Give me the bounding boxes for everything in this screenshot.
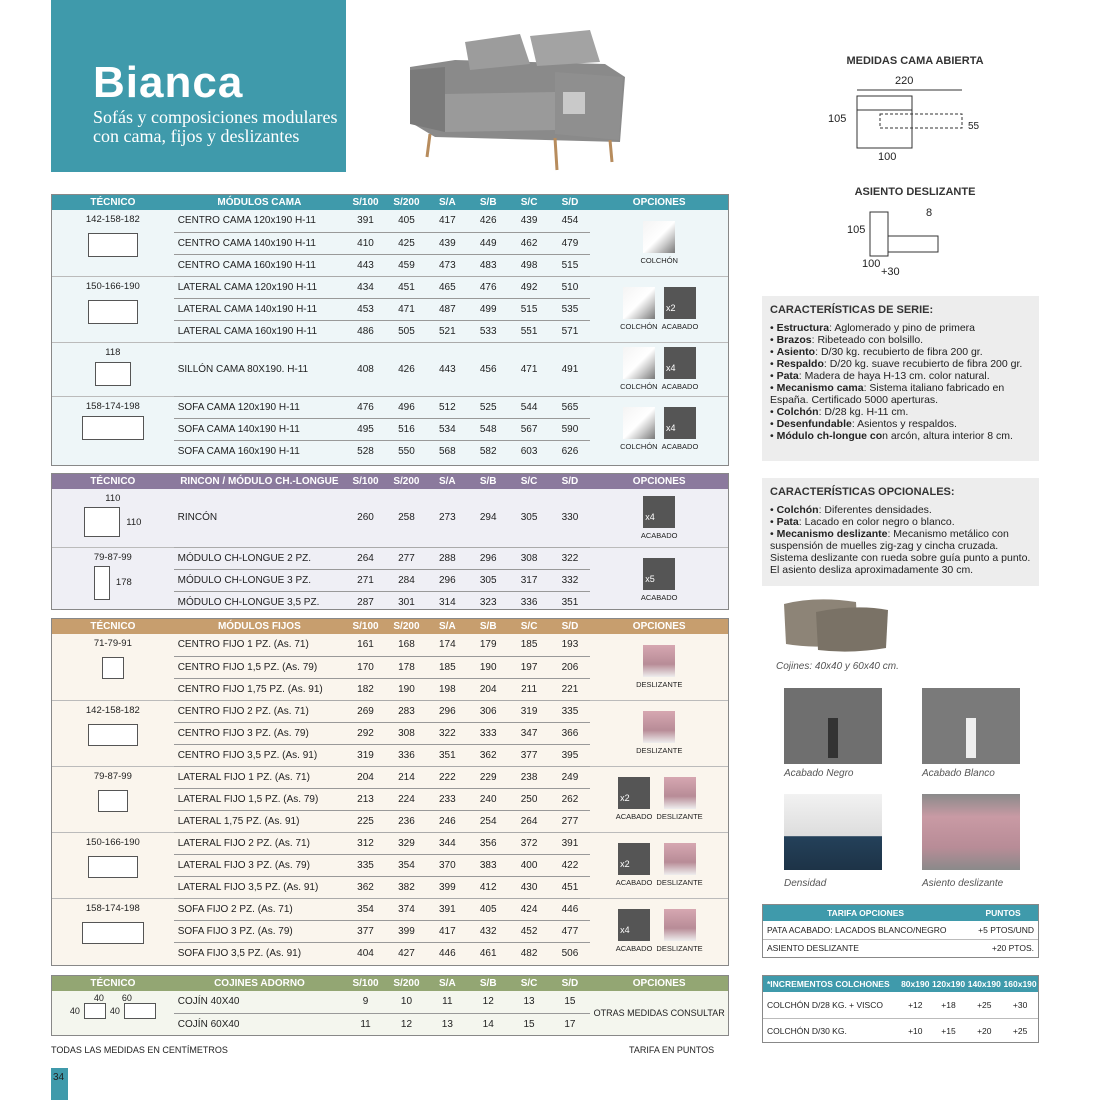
page-title: Bianca [93,58,244,107]
opcionales-title: CARACTERÍSTICAS OPCIONALES: [770,486,955,498]
dims-label: 142-158-182 [85,704,140,716]
row-name: CENTRO FIJO 1,5 PZ. (As. 79) [174,656,345,678]
feature-item: • Colchón: Diferentes densidades. [770,504,932,516]
acabado-blanco-photo [922,688,1020,764]
module-diagram [88,300,138,324]
feature-item: • Colchón: D/28 kg. H-11 cm. [770,406,909,418]
caption-blanco: Acabado Blanco [922,768,995,779]
feature-item: • Mecanismo deslizante: Mecanismo metálico con suspensión de muelles zig-zag y cincha cruzada. Sistema deslizante con rueda sobre guía punto a punto. El asiento desliza aproximadamente 30 cm. [770,528,1031,576]
module-diagram [88,724,138,746]
feature-item: • Mecanismo cama: Sistema italiano fabricado en España. Certificado 5000 aperturas. [770,382,1005,406]
table-row: 158-174-198 SOFA CAMA 120x190 H-11 476 496 512 525 544 565 COLCHÓN x4 ACABADO [52,396,728,418]
dims-label: 158-174-198 [85,400,140,412]
col-sd: S/D [550,195,591,210]
dims-label: 79-87-99 [93,770,132,782]
option-acabado: x2 ACABADO [616,843,653,887]
row-name: SOFA FIJO 2 PZ. (As. 71) [174,898,345,920]
dims-label: 71-79-91 [93,638,132,649]
col-sc: S/C [509,195,550,210]
option-colchon: COLCHÓN [620,407,658,451]
table-row: 150-166-190 LATERAL FIJO 2 PZ. (As. 71) 312 329 344 356 372 391 x2 ACABADO DESLIZANTE [52,832,728,854]
other-sizes-note: OTRAS MEDIDAS CONSULTAR [593,1008,725,1018]
medidas-title: MEDIDAS CAMA ABIERTA [846,55,984,67]
deslizante-title: ASIENTO DESLIZANTE [854,186,976,198]
module-diagram [102,657,124,679]
option-acabado: x2 ACABADO [662,287,699,331]
row-name: CENTRO FIJO 1,75 PZ. (As. 91) [177,683,323,695]
page-subtitle: Sofás y composiciones modulares con cama, fijos y deslizantes [93,107,338,146]
option-colchon: COLCHÓN [640,221,678,265]
dim-width: 220 [895,75,914,87]
option-acabado: x4 ACABADO [662,347,699,391]
option-acabado: x2 ACABADO [616,777,653,821]
feature-item: • Asiento: D/30 kg. recubierto de fibra 200 gr. [770,346,983,358]
feature-item: • Módulo ch-longue con arcón, altura interior 8 cm. [770,430,1013,442]
caption-asiento: Asiento deslizante [922,878,1004,889]
module-diagram [94,566,110,600]
table-row: CENTRO FIJO 1,5 PZ. (As. 79) 170 178 185 190 197 206 [52,656,728,678]
table-row: SOFA CAMA 160x190 H-11 528 550 568 582 603 626 [177,445,579,457]
footer-note-right: TARIFA EN PUNTOS [629,1045,715,1055]
opcionales-box [762,478,1039,586]
option-acabado: x5 ACABADO [641,558,678,602]
module-diagram [88,856,138,878]
bed-open-diagram [855,88,965,150]
col-s100: S/100 [345,195,386,210]
table-row: LATERAL FIJO 3 PZ. (As. 79) 335 354 370 383 400 422 [52,854,728,876]
table-row: MÓDULO CH-LONGUE 3 PZ. 271 284 296 305 317 332 [52,569,728,591]
row-name: SOFA FIJO 3 PZ. (As. 79) [174,920,345,942]
option-colchon: COLCHÓN [620,287,658,331]
row-name: LATERAL FIJO 2 PZ. (As. 71) [174,832,345,854]
dim-height: 105 [828,113,847,125]
title-banner [51,0,346,172]
table-row: 118 SILLÓN CAMA 80X190. H-11 408 426 443 456 471 491 COLCHÓN x4 ACABADO [52,342,728,396]
dims-label: 118 [105,346,121,358]
feature-item: • Pata: Madera de haya H-13 cm. color natural. [770,370,990,382]
table-row: CENTRO CAMA 140x190 H-11 410 425 439 449 462 479 [52,232,728,254]
sofa-image [405,22,635,172]
col-sa: S/A [427,195,468,210]
option-acabado: x4 ACABADO [616,909,653,953]
serie-box [762,296,1039,461]
caption-negro: Acabado Negro [784,768,854,779]
cushion-diagram [124,1003,156,1019]
tarifa-table: TARIFA OPCIONES PUNTOS PATA ACABADO: LACADOS BLANCO/NEGRO +5 PTOS/UND ASIENTO DESLIZANTE +20 PTOS. [762,904,1039,958]
table-row: COJÍN 60X40 11 12 13 14 15 17 [177,1018,576,1030]
dims-label: 150-166-190 [85,836,140,848]
table-row: 40 60 40 40 COJÍN 40X40 9 10 11 12 13 15 OTRAS MEDIDAS CONSULTAR [52,991,728,1013]
option-acabado: x4 ACABADO [641,496,678,540]
option-deslizante: DESLIZANTE [656,843,702,887]
cama-title: MÓDULOS CAMA [174,195,345,210]
row-name: CENTRO FIJO 1 PZ. (As. 71) [174,634,345,656]
option-deslizante: DESLIZANTE [636,645,682,689]
row-name: LATERAL FIJO 1 PZ. (As. 71) [174,766,345,788]
table-row: MÓDULO CH-LONGUE 3,5 PZ. 287 301 314 323 336 351 [177,596,579,608]
colchones-table: *INCREMENTOS COLCHONES 80x190 120x190 140x190 160x190 COLCHÓN D/28 KG. + VISCO +12 +18 +25 +30 COLCHÓN D/30 KG. +10 +15 +20 +25 [762,975,1039,1043]
col-opciones: OPCIONES [590,195,728,210]
fijos-title: MÓDULOS FIJOS [174,619,345,634]
table-row: CENTRO FIJO 1,75 PZ. (As. 91) 182 190 198 204 211 221 [52,678,728,700]
option-acabado: x4 ACABADO [662,407,699,451]
feature-item: • Pata: Lacado en color negro o blanco. [770,516,955,528]
table-row: LATERAL CAMA 140x190 H-11 453 471 487 499 515 535 [52,298,728,320]
table-row: LATERAL FIJO 1,5 PZ. (As. 79) 213 224 233 240 250 262 [52,788,728,810]
table-row: 110 110 RINCÓN 260 258 273 294 305 330 x4 ACABADO [52,489,728,547]
table-row: SOFA FIJO 3,5 PZ. (As. 91) 404 427 446 461 482 506 [52,942,728,964]
table-row: SOFA CAMA 140x190 H-11 495 516 534 548 567 590 [52,418,728,440]
dims-label: 150-166-190 [85,280,140,292]
row-name: LATERAL FIJO 1,5 PZ. (As. 79) [174,788,345,810]
rincon-table: TÉCNICO RINCON / MÓDULO CH.-LONGUE S/100 S/200 S/A S/B S/C S/D OPCIONES 110 110 RINCÓN 260 258 273 294 305 330 x4 ACABADO 79-87-99 178 MÓDULO CH-LONGUE 2 PZ. 264 277 288 296 308 322 x5 ACABADO MÓDULO CH-LONGUE 3 PZ. 271 284 296 305 317 332 MÓDULO CH-LONGUE 3,5 PZ. 287 301 314 323 336 351 [51,473,729,610]
table-row: PATA ACABADO: LACADOS BLANCO/NEGRO +5 PTOS/UND [763,921,1038,939]
table-row: 71-79-91 CENTRO FIJO 1 PZ. (As. 71) 161 168 174 179 185 193 DESLIZANTE [52,634,728,656]
cama-table [51,194,729,466]
row-name: LATERAL 1,75 PZ. (As. 91) [177,815,300,827]
feature-item: • Brazos: Ribeteado con bolsillo. [770,334,924,346]
rincon-title: RINCON / MÓDULO CH.-LONGUE [174,474,345,489]
module-diagram [95,362,131,386]
table-row: 79-87-99 LATERAL FIJO 1 PZ. (As. 71) 204 214 222 229 238 249 x2 ACABADO DESLIZANTE [52,766,728,788]
feature-item: • Estructura: Aglomerado y pino de primera [770,322,976,334]
col-s200: S/200 [386,195,427,210]
asiento-photo [922,794,1020,870]
option-deslizante: DESLIZANTE [656,909,702,953]
module-diagram [82,416,144,440]
option-deslizante: DESLIZANTE [636,711,682,755]
module-diagram [88,233,138,257]
table-row: LATERAL 1,75 PZ. (As. 91) 225 236 246 254 264 277 [52,810,728,832]
row-name: CENTRO CAMA 120x190 H-11 [174,210,345,232]
cojines-title: COJINES ADORNO [174,976,345,991]
fijos-table: TÉCNICO MÓDULOS FIJOS S/100 S/200 S/A S/B S/C S/D OPCIONES 71-79-91 CENTRO FIJO 1 PZ. (As. 71) 161 168 174 179 185 193 DESLIZANTE CENTRO FIJO 1,5 PZ. (As. 79) 170 178 185 190 197 206 CENTRO FIJO 1,75 PZ. (As. 91) 182 190 198 204 211 221 142-158-182 CENTRO FIJO 2 PZ. (As. 71) 269 283 296 306 319 335 DESLIZANTE CENTRO FIJO 3 PZ. (As. 79) 292 308 322 333 347 366 CENTRO FIJO 3,5 PZ. (As. 91) 319 336 351 362 377 395 79-87-99 LATERAL FIJO 1 PZ. (As. 71) 204 214 222 229 238 249 x2 ACABADO DESLIZANTE LATERAL FIJO 1,5 PZ. (As. 79) 213 224 233 240 250 262 LATERAL 1,75 PZ. (As. 91) 225 236 246 254 264 277 150-166-190 LATERAL FIJO 2 PZ. (As. 71) 312 329 344 356 372 391 x2 ACABADO DESLIZANTE LATERAL FIJO 3 PZ. (As. 79) 335 354 370 383 400 422 LATERAL FIJO 3,5 PZ. (As. 91) 362 382 399 412 430 451 158-174-198 SOFA FIJO 2 PZ. (As. 71) 354 374 391 405 424 446 x4 ACABADO DESLIZANTE SOFA FIJO 3 PZ. (As. 79) 377 399 417 432 452 477 SOFA FIJO 3,5 PZ. (As. 91) 404 427 446 461 482 506 [51,618,729,966]
cushion-diagram [84,1003,106,1019]
module-diagram [98,790,128,812]
row-name: CENTRO FIJO 3,5 PZ. (As. 91) [177,749,318,761]
col-tecnico: TÉCNICO [52,195,174,210]
page-number: 34 [51,1068,68,1100]
table-row: LATERAL FIJO 3,5 PZ. (As. 91) 362 382 399 412 430 451 [52,876,728,898]
table-row: 142-158-182 CENTRO FIJO 2 PZ. (As. 71) 269 283 296 306 319 335 DESLIZANTE [52,700,728,722]
row-name: CENTRO FIJO 2 PZ. (As. 71) [174,700,345,722]
table-row: ASIENTO DESLIZANTE +20 PTOS. [767,943,1034,954]
table-row: 79-87-99 178 MÓDULO CH-LONGUE 2 PZ. 264 277 288 296 308 322 x5 ACABADO [52,547,728,569]
option-deslizante: DESLIZANTE [656,777,702,821]
feature-item: • Respaldo: D/20 kg. suave recubierto de fibra 200 gr. [770,358,1023,370]
table-row: CENTRO CAMA 160x190 H-11 443 459 473 483 498 515 [177,259,579,271]
row-name: CENTRO FIJO 3 PZ. (As. 79) [174,722,345,744]
sliding-seat-diagram [868,210,940,260]
row-name: SOFA FIJO 3,5 PZ. (As. 91) [177,947,302,959]
table-row: COLCHÓN D/28 KG. + VISCO +12 +18 +25 +30 [763,992,1038,1018]
table-row: COLCHÓN D/30 KG. +10 +15 +20 +25 [767,1026,1028,1037]
module-diagram [84,507,120,537]
footer-note-left: TODAS LAS MEDIDAS EN CENTÍMETROS [51,1045,228,1055]
row-name: LATERAL FIJO 3 PZ. (As. 79) [174,854,345,876]
col-sb: S/B [468,195,509,210]
caption-cojines: Cojines: 40x40 y 60x40 cm. [776,661,899,672]
table-row: 158-174-198 SOFA FIJO 2 PZ. (As. 71) 354 374 391 405 424 446 x4 ACABADO DESLIZANTE [52,898,728,920]
dim-height2: 55 [968,121,980,132]
option-colchon: COLCHÓN [620,347,658,391]
table-row: 142-158-182 CENTRO CAMA 120x190 H-11 391 405 417 426 439 454 COLCHÓN [52,210,728,232]
feature-item: • Desenfundable: Asientos y respaldos. [770,418,957,430]
dims-label: 142-158-182 [85,214,140,225]
table-row: LATERAL CAMA 160x190 H-11 486 505 521 533 551 571 [177,325,579,337]
module-diagram [82,922,144,944]
dims-label: 158-174-198 [85,902,140,914]
dim-depth: 100 [878,151,897,163]
cushions-photo [776,596,891,654]
cojines-table: TÉCNICO COJINES ADORNO S/100 S/200 S/A S/B S/C S/D OPCIONES 40 60 40 40 COJÍN 40X40 9 10 11 12 13 15 OTRAS MEDIDAS CONSULTAR COJÍN 60X40 11 12 13 14 15 17 [51,975,729,1036]
row-name: LATERAL FIJO 3,5 PZ. (As. 91) [177,881,319,893]
table-row: SOFA FIJO 3 PZ. (As. 79) 377 399 417 432 452 477 [52,920,728,942]
acabado-negro-photo [784,688,882,764]
caption-densidad: Densidad [784,878,827,889]
serie-title: CARACTERÍSTICAS DE SERIE: [770,304,934,316]
table-row: 150-166-190 LATERAL CAMA 120x190 H-11 434 451 465 476 492 510 COLCHÓN x2 ACABADO [52,276,728,298]
densidad-photo [784,794,882,870]
table-row: CENTRO FIJO 3,5 PZ. (As. 91) 319 336 351 362 377 395 [52,744,728,766]
table-row: CENTRO FIJO 3 PZ. (As. 79) 292 308 322 333 347 366 [52,722,728,744]
